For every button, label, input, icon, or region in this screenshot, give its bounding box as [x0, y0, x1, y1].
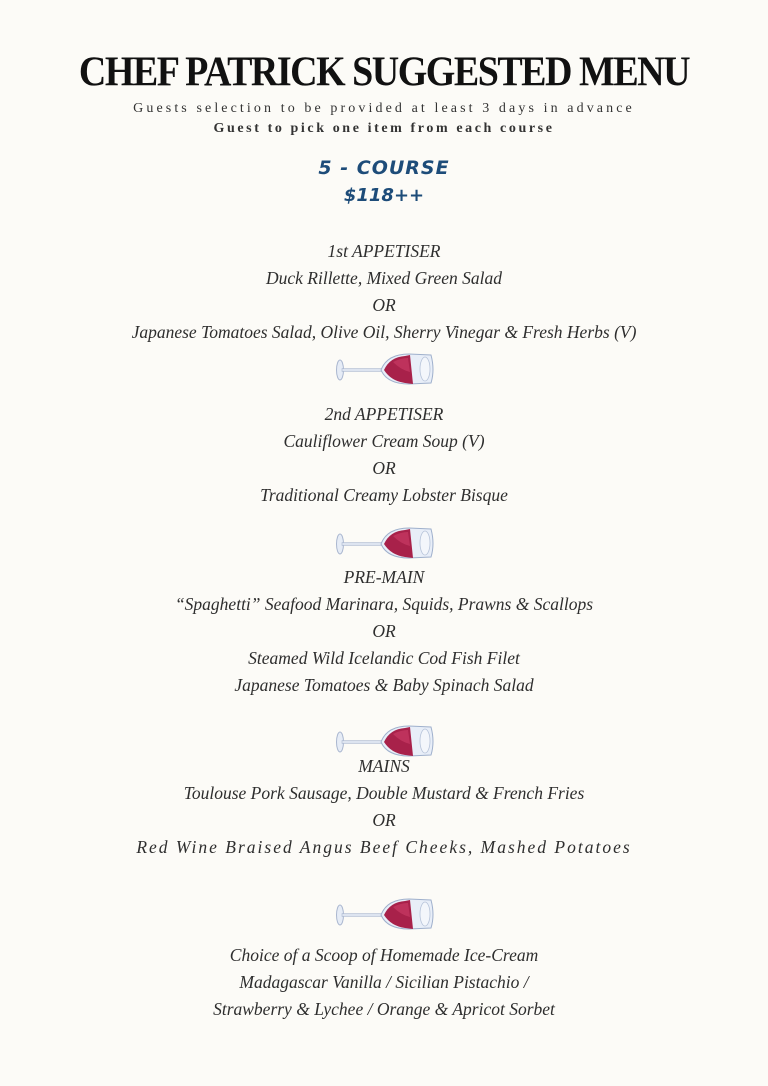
- wine-glass-icon: [334, 524, 436, 560]
- selection-instruction: Guest to pick one item from each course: [213, 121, 555, 136]
- section-heading-pre-main: PRE-MAIN: [343, 567, 425, 587]
- section-heading-1st-appetiser: 1st APPETISER: [327, 241, 441, 261]
- or-separator: OR: [372, 810, 396, 830]
- menu-item: Duck Rillette, Mixed Green Salad: [265, 268, 502, 288]
- or-separator: OR: [372, 295, 396, 315]
- section-heading-2nd-appetiser: 2nd APPETISER: [324, 404, 444, 424]
- section-heading-mains: MAINS: [358, 756, 410, 776]
- or-separator: OR: [372, 458, 396, 478]
- course-count: 5 - COURSE: [318, 157, 450, 179]
- menu-item: Cauliflower Cream Soup (V): [283, 431, 485, 451]
- wine-glass-icon: [334, 895, 436, 931]
- menu-item: Toulouse Pork Sausage, Double Mustard & French Fries: [183, 783, 585, 803]
- wine-glass-icon: [334, 722, 436, 758]
- menu-item: Steamed Wild Icelandic Cod Fish Filet: [248, 648, 520, 668]
- menu-item: Red Wine Braised Angus Beef Cheeks, Mashed Potatoes: [136, 837, 632, 857]
- wine-glass-icon: [334, 350, 436, 386]
- advance-notice: Guests selection to be provided at least 3 days in advance: [133, 101, 635, 116]
- menu-item: “Spaghetti” Seafood Marinara, Squids, Prawns & Scallops: [174, 594, 594, 614]
- menu-item: Madagascar Vanilla / Sicilian Pistachio /: [239, 972, 529, 992]
- menu-item: Japanese Tomatoes Salad, Olive Oil, Sherry Vinegar & Fresh Herbs (V): [131, 322, 637, 342]
- menu-item: Strawberry & Lychee / Orange & Apricot Sorbet: [213, 999, 555, 1019]
- menu-item: Traditional Creamy Lobster Bisque: [260, 485, 508, 505]
- course-price: $118++: [343, 185, 425, 206]
- menu-item: Choice of a Scoop of Homemade Ice-Cream: [229, 945, 539, 965]
- or-separator: OR: [372, 621, 396, 641]
- menu-item: Japanese Tomatoes & Baby Spinach Salad: [234, 675, 534, 695]
- menu-title: CHEF PATRICK SUGGESTED MENU: [78, 48, 690, 96]
